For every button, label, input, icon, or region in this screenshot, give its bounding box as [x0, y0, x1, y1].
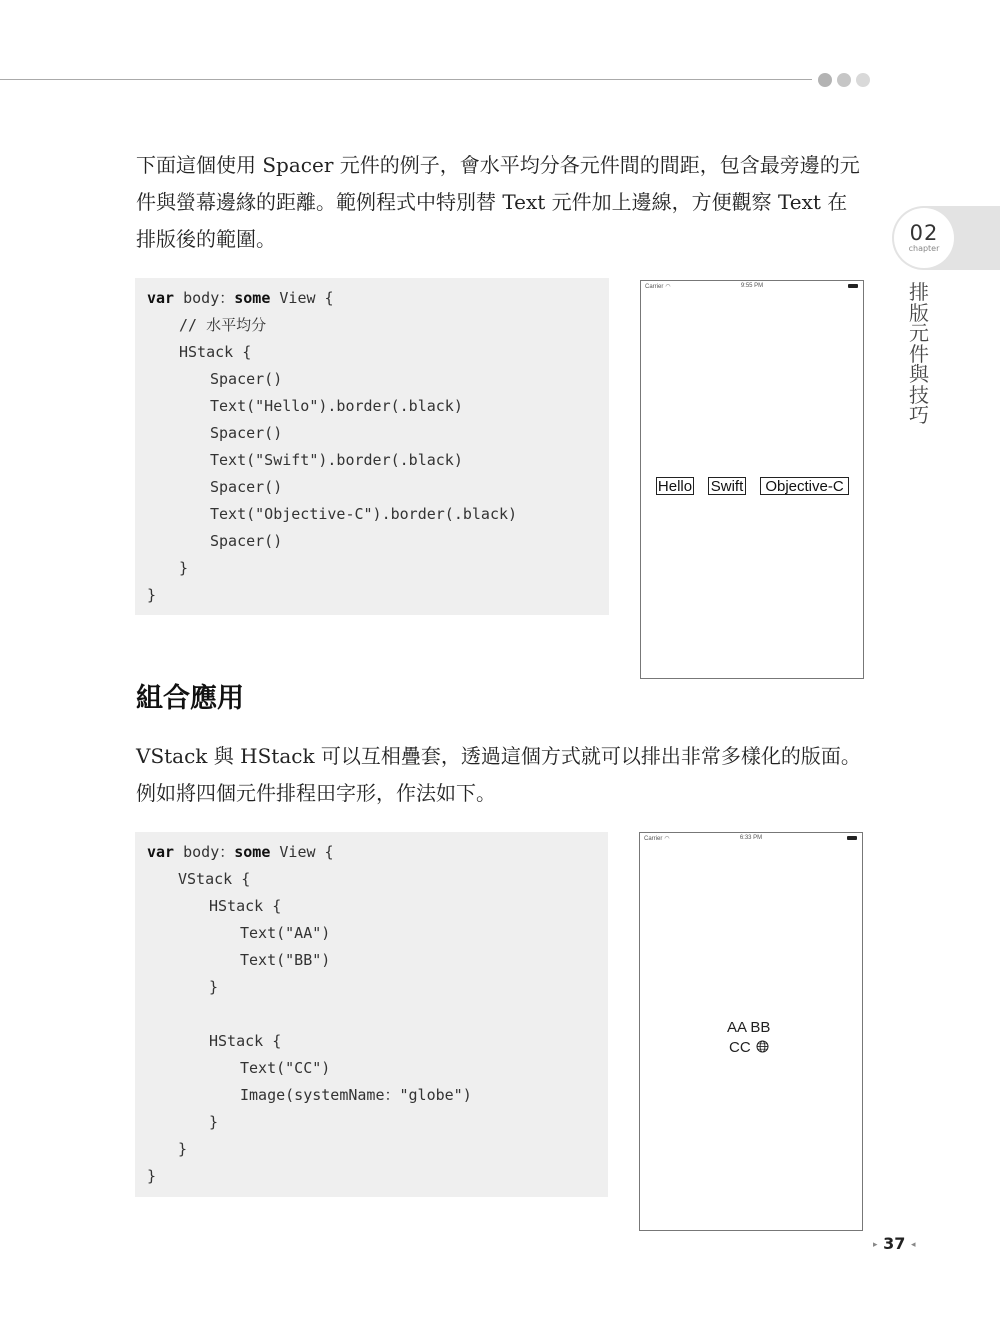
code-line: Spacer() [210, 370, 283, 388]
text-swift: Swift [708, 477, 746, 495]
chapter-badge [894, 208, 954, 268]
intro-paragraph: 下面這個使用 Spacer 元件的例子，會水平均分各元件間的間距，包含最旁邊的元件與螢幕邊緣的距離。範例程式中特別替 Text 元件加上邊線，方便觀察 Text 在排版後的範圍。 [136, 153, 860, 251]
status-bar [640, 834, 862, 844]
code-line: HStack { [209, 1032, 282, 1050]
header-dot-icon [856, 73, 870, 87]
body-paragraph: VStack 與 HStack 可以互相疊套，透過這個方式就可以排出非常多樣化的版面。例如將四個元件排程田字形，作法如下。 [136, 744, 861, 805]
code-line: Text("CC") [240, 1059, 331, 1077]
wifi-icon: ◠ [665, 284, 671, 290]
section-heading: 組合應用 [136, 683, 244, 714]
status-time: 9:55 PM [740, 283, 764, 289]
header-dot-icon [818, 73, 832, 87]
code-block-spacer [135, 278, 609, 615]
code-line: Spacer() [210, 478, 283, 496]
code-block-nested-stacks [135, 832, 608, 1197]
code-keyword: var [147, 289, 175, 307]
wifi-icon: ◠ [664, 836, 670, 842]
code-line: } [179, 559, 189, 577]
battery-icon [847, 836, 857, 840]
code-line: Text("Swift").border(.black) [210, 451, 463, 469]
header-rule [0, 79, 812, 80]
text-objective-c: Objective-C [760, 477, 849, 495]
status-time: 6:33 PM [739, 835, 763, 841]
code-line: } [147, 1167, 157, 1185]
header-dot-icon [837, 73, 851, 87]
code-line: } [178, 1140, 188, 1158]
page-number: ▸ 37 ◂ [873, 1234, 916, 1253]
code-line: Spacer() [210, 532, 283, 550]
row-cc-globe [729, 1038, 769, 1059]
simulator-screen-spacer [640, 280, 864, 679]
code-line: } [147, 586, 157, 604]
code-keyword: some [234, 289, 271, 307]
status-bar [641, 282, 863, 292]
simulator-screen-grid [639, 832, 863, 1231]
carrier-label: Carrier ◠ [644, 836, 670, 842]
code-text: body： [174, 843, 235, 861]
page-marker-icon: ◂ [910, 1240, 916, 1250]
chapter-label: chapter [908, 244, 940, 253]
code-keyword: var [147, 843, 175, 861]
code-text: View { [270, 843, 334, 861]
code-line: VStack { [178, 870, 251, 888]
globe-icon [756, 1039, 769, 1059]
code-line: } [209, 1113, 219, 1131]
carrier-label: Carrier ◠ [645, 284, 671, 290]
code-text: body： [174, 289, 235, 307]
code-keyword: some [234, 843, 271, 861]
code-line: // 水平均分 [179, 316, 267, 334]
code-line: Text("AA") [240, 924, 331, 942]
chapter-title: 排版元件與技巧 [909, 280, 929, 427]
code-line: Text("Hello").border(.black) [210, 397, 463, 415]
code-line: Spacer() [210, 424, 283, 442]
page-marker-icon: ▸ [873, 1240, 878, 1250]
battery-icon [848, 284, 858, 288]
code-line: } [209, 978, 219, 996]
text-cc: CC [729, 1039, 751, 1056]
code-line [147, 285, 334, 312]
code-line: Text("BB") [240, 951, 331, 969]
code-line: HStack { [209, 897, 282, 915]
text-hello: Hello [657, 478, 693, 495]
code-line [147, 839, 334, 866]
text-aa-bb: AA BB [727, 1019, 771, 1036]
code-line: HStack { [179, 343, 252, 361]
chapter-number: 02 [909, 221, 939, 245]
code-line: Image(systemName："globe") [240, 1086, 472, 1104]
code-text: View { [270, 289, 334, 307]
code-line: Text("Objective-C").border(.black) [210, 505, 518, 523]
